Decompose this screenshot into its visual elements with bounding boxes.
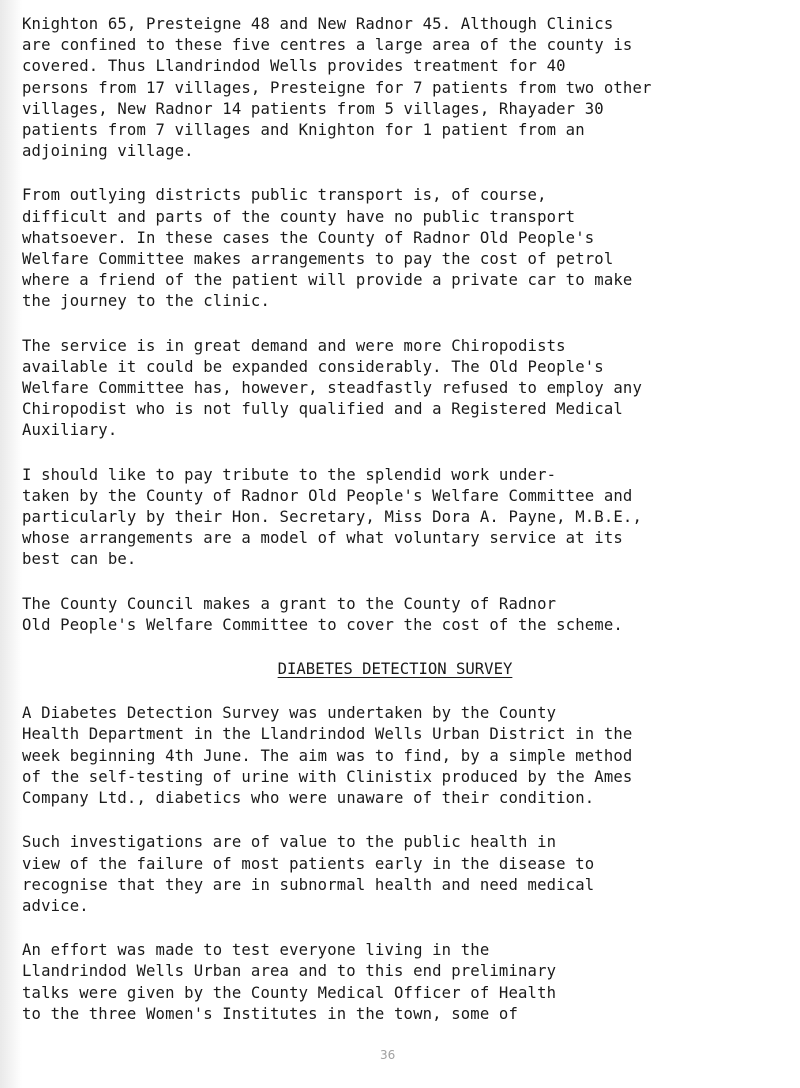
text-line: The County Council makes a grant to the County of Radnor [22,594,557,613]
text-line: best can be. [22,550,137,569]
text-line: Knighton 65, Presteigne 48 and New Radnor 45. Although Clinics [22,15,614,33]
page-number: 36 [380,1048,396,1062]
text-line: Welfare Committee makes arrangements to pay the cost of petrol [22,250,614,269]
text-line: Auxiliary. [22,421,118,440]
text-line: Chiropodist who is not fully qualified and a Registered Medical [22,400,623,419]
text-line: persons from 17 villages, Presteigne for 7 patients from two other [22,78,652,97]
text-line: adjoining village. [22,142,194,161]
text-line: The service is in great demand and were more Chiropodists [22,336,566,355]
text-line: are confined to these five centres a large area of the county is [22,36,633,55]
scan-edge-shading [0,0,22,1088]
text-line: the journey to the clinic. [22,292,270,311]
text-line: whose arrangements are a model of what voluntary service at its [22,529,623,548]
text-line: of the self-testing of urine with Clinistix produced by the Ames [22,767,633,786]
text-line: From outlying districts public transport is, of course, [22,186,547,205]
text-line: whatsoever. In these cases the County of Radnor Old People's [22,228,595,247]
text-line: Llandrindod Wells Urban area and to this end preliminary [22,962,557,981]
text-line: Company Ltd., diabetics who were unaware of their condition. [22,789,595,808]
paragraph-transport [22,185,782,312]
text-line: advice. [22,896,89,915]
text-line: view of the failure of most patients early in the disease to [22,854,595,873]
text-line: recognise that they are in subnormal health and need medical [22,875,595,894]
paragraph-service-demand [22,336,782,442]
text-line: taken by the County of Radnor Old People's Welfare Committee and [22,486,633,505]
text-line: talks were given by the County Medical Officer of Health [22,983,557,1002]
text-line: particularly by their Hon. Secretary, Miss Dora A. Payne, M.B.E., [22,508,642,527]
text-line: villages, New Radnor 14 patients from 5 villages, Rhayader 30 [22,99,604,118]
text-line: available it could be expanded considerably. The Old People's [22,357,604,376]
section-heading [22,659,782,680]
text-line: Health Department in the Llandrindod Wells Urban District in the [22,725,633,744]
text-line: An effort was made to test everyone living in the [22,941,490,960]
text-line: I should like to pay tribute to the splendid work under- [22,465,557,484]
document-body [22,14,782,1048]
section-heading-text: DIABETES DETECTION SURVEY [277,660,513,679]
text-line: to the three Women's Institutes in the town, some of [22,1004,518,1023]
paragraph-tribute [22,465,782,571]
text-line: Such investigations are of value to the public health in [22,833,557,852]
paragraph-testing-effort [22,940,782,1025]
paragraph-survey-intro [22,703,782,809]
paragraph-investigation-value [22,832,782,917]
text-line: difficult and parts of the county have no public transport [22,207,576,226]
text-line: where a friend of the patient will provide a private car to make [22,271,633,290]
text-line: week beginning 4th June. The aim was to find, by a simple method [22,746,633,765]
text-line: A Diabetes Detection Survey was undertaken by the County [22,704,557,723]
text-line: covered. Thus Llandrindod Wells provides treatment for 40 [22,57,566,76]
text-line: Old People's Welfare Committee to cover the cost of the scheme. [22,615,623,634]
paragraph-clinic-centres [22,14,782,162]
paragraph-grant [22,594,782,636]
text-line: patients from 7 villages and Knighton for 1 patient from an [22,121,585,140]
text-line: Welfare Committee has, however, steadfastly refused to employ any [22,379,642,398]
